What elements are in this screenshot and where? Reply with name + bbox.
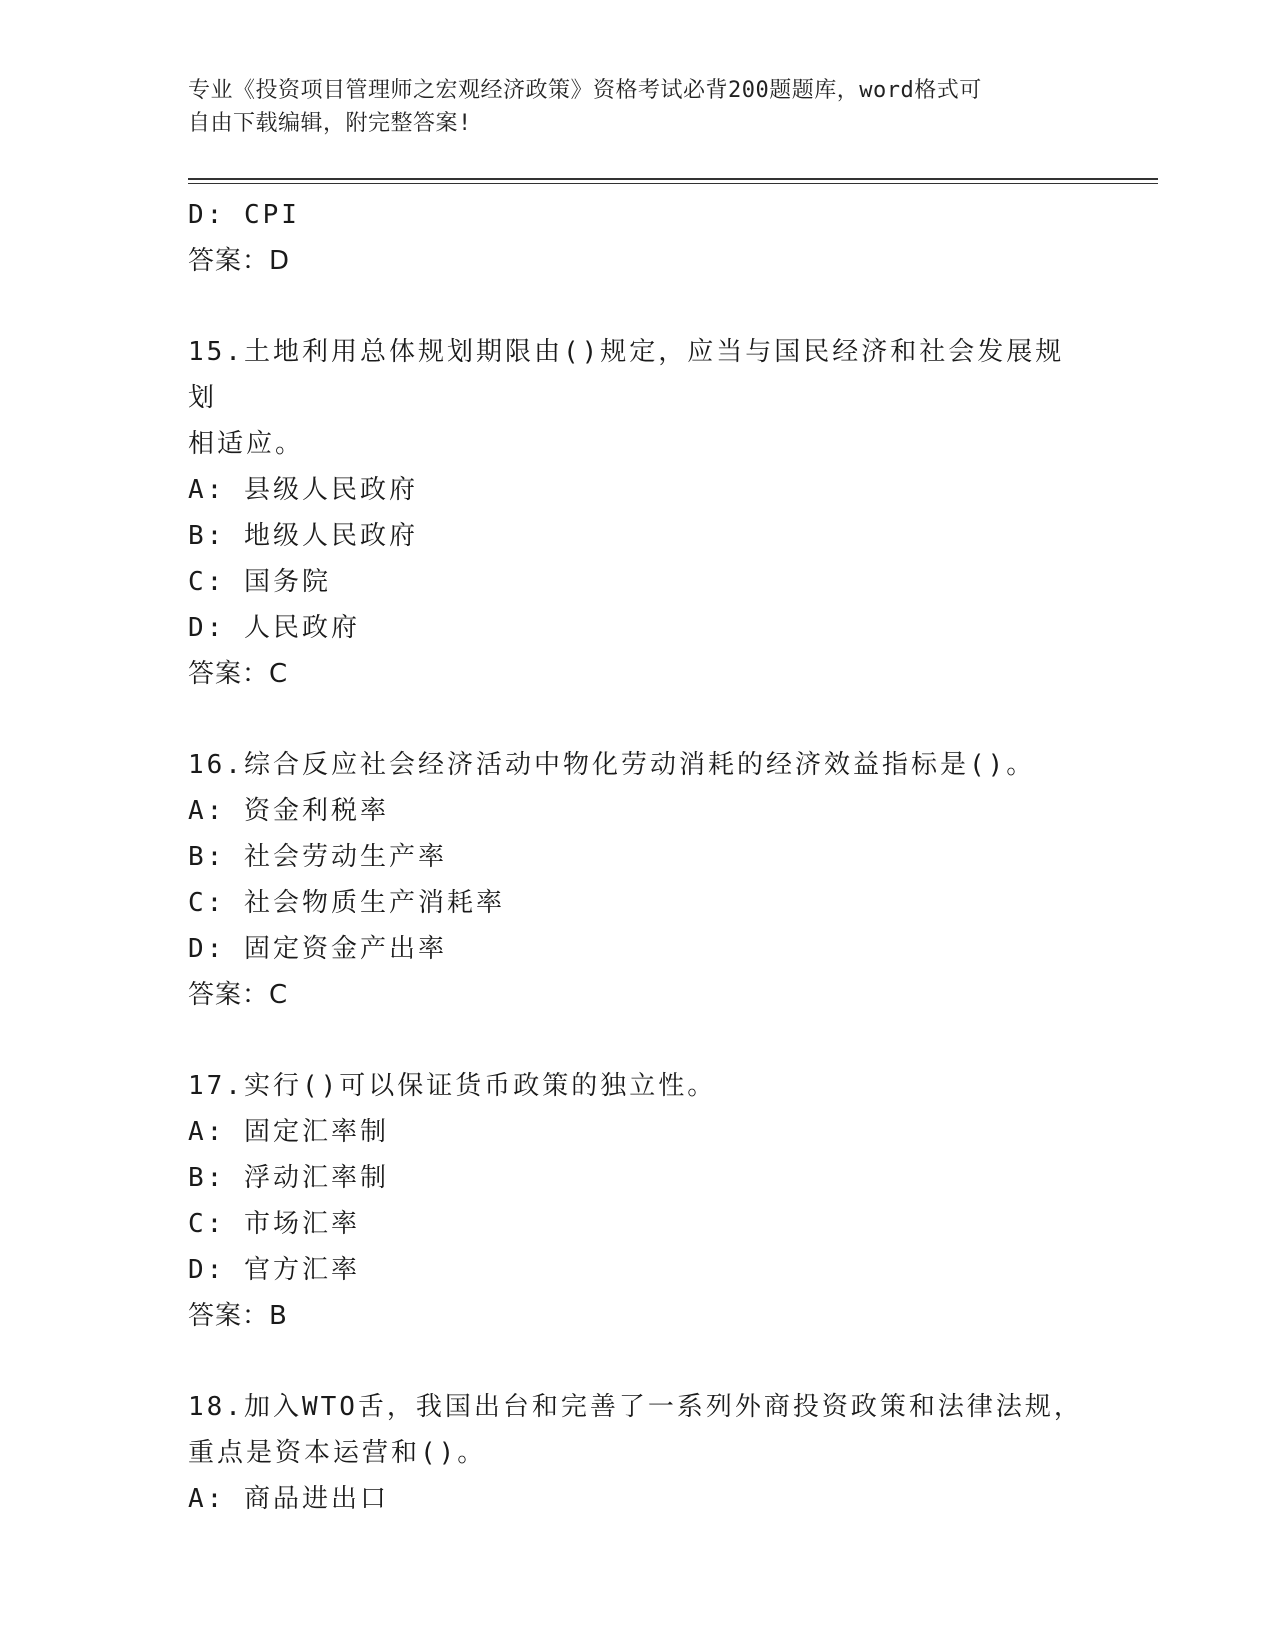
header-line-1: 专业《投资项目管理师之宏观经济政策》资格考试必背200题题库，word格式可 [188,78,982,103]
question-18 [188,1384,1088,1522]
question-stem: 16.综合反应社会经济活动中物化劳动消耗的经济效益指标是()。 [188,750,1036,780]
option-a: A: 资金利税率 [188,796,389,826]
question-17 [188,1063,1088,1339]
option-d: D: 固定资金产出率 [188,934,447,964]
option-c: C: 社会物质生产消耗率 [188,888,505,918]
option-b: B: 地级人民政府 [188,521,418,551]
answer-line: 答案：C [188,659,289,689]
option-c: C: 国务院 [188,567,331,597]
option-d: D: CPI [188,200,300,230]
header-divider [188,178,1158,184]
answer-line: 答案：C [188,980,289,1010]
option-a: A: 商品进出口 [188,1484,389,1514]
question-stem-continued: 相适应。 [188,429,305,459]
question-stem-continued: 重点是资本运营和()。 [188,1438,487,1468]
header-line-2: 自由下载编辑，附完整答案! [188,111,472,136]
option-d: D: 官方汇率 [188,1255,360,1285]
previous-question-fragment [188,192,1088,284]
option-d: D: 人民政府 [188,613,360,643]
option-a: A: 县级人民政府 [188,475,418,505]
question-15 [188,329,1088,697]
answer-line: 答案：B [188,1301,288,1331]
answer-line: 答案：D [188,246,291,276]
option-c: C: 市场汇率 [188,1209,360,1239]
option-b: B: 社会劳动生产率 [188,842,447,872]
question-stem: 18.加入WTO舌，我国出台和完善了一系列外商投资政策和法律法规， [188,1392,1083,1422]
option-b: B: 浮动汇率制 [188,1163,389,1193]
document-header [188,74,1088,140]
option-a: A: 固定汇率制 [188,1117,389,1147]
question-stem: 17.实行()可以保证货币政策的独立性。 [188,1071,717,1101]
question-16 [188,742,1088,1018]
question-stem: 15.土地利用总体规划期限由()规定，应当与国民经济和社会发展规划 [188,337,1065,413]
question-list [188,192,1088,1522]
